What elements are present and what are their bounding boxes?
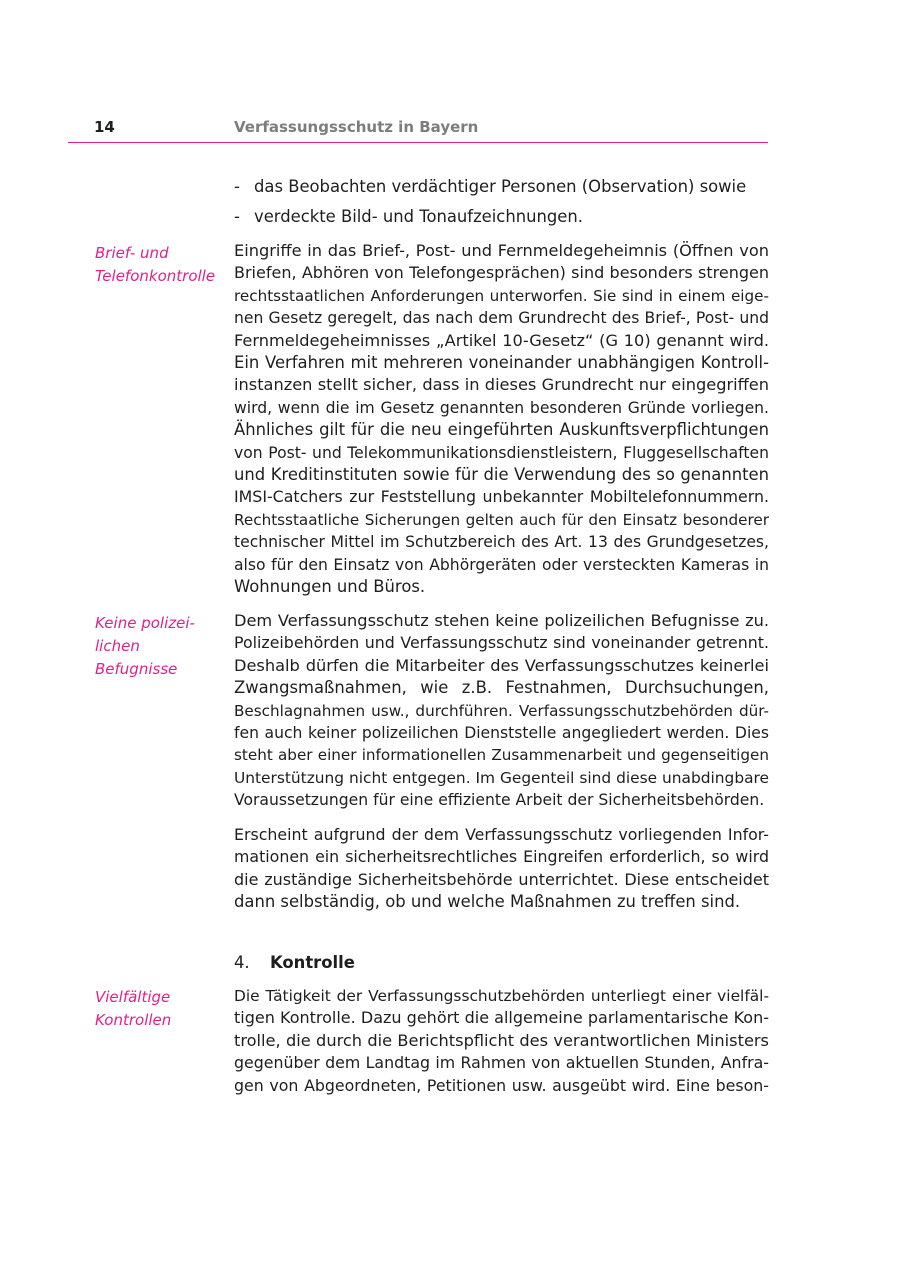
text-line: Wohnungen und Büros.: [234, 577, 426, 597]
section-title: Kontrolle: [270, 953, 355, 972]
margin-note-line: Vielfältige: [95, 988, 171, 1006]
text-line: Beschlagnahmen usw., durchführen. Verfassungsschutzbehörden dür-: [234, 701, 769, 720]
text-line: wird, wenn die im Gesetz genannten besonderen Gründe vorliegen.: [234, 398, 769, 417]
margin-note-vielfaeltige-kontrollen: [95, 986, 225, 1032]
text-line: tigen Kontrolle. Dazu gehört die allgemeine parlamentarische Kon-: [234, 1008, 769, 1028]
text-line: dann selbständig, ob und welche Maßnahmen zu treffen sind.: [234, 892, 741, 912]
bullet-marker: -: [234, 207, 240, 226]
text-line: Unterstützung nicht entgegen. Im Gegenteil sind diese unabdingbare: [234, 768, 769, 787]
text-line: IMSI-Catchers zur Feststellung unbekannter Mobiltelefonnummern.: [234, 487, 769, 507]
margin-note-line: Brief- und: [95, 244, 169, 262]
margin-note-keine-polizeilichen-befugnisse: [95, 612, 225, 681]
margin-note-line: Keine polizei-: [95, 614, 195, 632]
text-line: gegenüber dem Landtag im Rahmen von aktuellen Stunden, Anfra-: [234, 1053, 769, 1073]
text-line: Rechtsstaatliche Sicherungen gelten auch für den Einsatz besonderer: [234, 510, 769, 529]
bullet-item: [234, 176, 746, 198]
bullet-text: verdeckte Bild- und Tonaufzeichnungen.: [254, 207, 583, 226]
margin-note-line: Telefonkontrolle: [95, 267, 216, 285]
text-line: trolle, die durch die Berichtspflicht des verantwortlichen Ministers: [234, 1030, 769, 1050]
text-line: Deshalb dürfen die Mitarbeiter des Verfassungsschutzes keinerlei: [234, 655, 769, 675]
section-number: 4.: [234, 953, 250, 972]
text-line: rechtsstaatlichen Anforderungen unterworfen. Sie sind in einem eige-: [234, 286, 769, 305]
text-line: fen auch keiner polizeilichen Dienststelle angegliedert werden. Dies: [234, 724, 769, 743]
paragraph-polizeiliche-befugnisse: [234, 610, 769, 812]
text-line: Polizeibehörden und Verfassungsschutz sind voneinander getrennt.: [234, 633, 769, 653]
margin-note-brief-telefonkontrolle: [95, 242, 225, 288]
text-line: steht aber einer informationellen Zusammenarbeit und gegenseitigen: [234, 746, 769, 765]
margin-note-line: Kontrollen: [95, 1011, 172, 1029]
bullet-item: [234, 206, 583, 228]
text-line: nen Gesetz geregelt, das nach dem Grundrecht des Brief-, Post- und: [234, 309, 769, 328]
page-number: 14: [94, 118, 115, 136]
text-line: die zuständige Sicherheitsbehörde unterrichtet. Diese entscheidet: [234, 869, 769, 889]
running-title: Verfassungsschutz in Bayern: [234, 118, 479, 136]
text-line: technischer Mittel im Schutzbereich des Art. 13 des Grundgesetzes,: [234, 533, 769, 552]
text-line: gen von Abgeordneten, Petitionen usw. ausgeübt wird. Eine beson-: [234, 1075, 769, 1095]
text-line: Fernmeldegeheimnisses „Artikel 10-Gesetz“ (G 10) genannt wird.: [234, 330, 769, 350]
text-line: von Post- und Telekommunikationsdienstleistern, Fluggesellschaften: [234, 443, 769, 462]
text-line: also für den Einsatz von Abhörgeräten oder versteckten Kameras in: [234, 555, 769, 574]
section-heading: [234, 952, 355, 974]
text-line: Voraussetzungen für eine effiziente Arbeit der Sicherheitsbehörden.: [234, 791, 765, 810]
text-line: mationen ein sicherheitsrechtliches Eingreifen erforderlich, so wird: [234, 847, 769, 867]
text-line: Ein Verfahren mit mehreren voneinander unabhängigen Kontroll-: [234, 353, 769, 373]
bullet-text: das Beobachten verdächtiger Personen (Observation) sowie: [254, 177, 747, 196]
text-line: Dem Verfassungsschutz stehen keine polizeilichen Befugnisse zu.: [234, 611, 769, 630]
text-line: Briefen, Abhören von Telefongesprächen) sind besonders strengen: [234, 263, 769, 283]
bullet-marker: -: [234, 177, 240, 196]
text-line: Erscheint aufgrund der dem Verfassungsschutz vorliegenden Infor-: [234, 825, 769, 844]
text-line: Zwangsmaßnahmen, wie z.B. Festnahmen, Durchsuchungen,: [234, 678, 769, 698]
text-line: instanzen stellt sicher, dass in dieses Grundrecht nur eingegriffen: [234, 375, 769, 395]
text-line: Eingriffe in das Brief-, Post- und Fernmeldegeheimnis (Öffnen von: [234, 241, 769, 260]
text-line: Ähnliches gilt für die neu eingeführten Auskunftsverpflichtungen: [234, 420, 769, 440]
margin-note-line: lichen Befugnisse: [95, 637, 178, 678]
paragraph-brief-post-fernmeldegeheimnis: [234, 240, 769, 599]
text-line: Die Tätigkeit der Verfassungsschutzbehörden unterliegt einer vielfäl-: [234, 987, 769, 1005]
text-line: und Kreditinstituten sowie für die Verwendung des so genannten: [234, 465, 769, 485]
paragraph-sicherheitsrechtliches-eingreifen: [234, 824, 769, 914]
page-header: [68, 116, 768, 143]
paragraph-kontrolle: [234, 985, 769, 1097]
